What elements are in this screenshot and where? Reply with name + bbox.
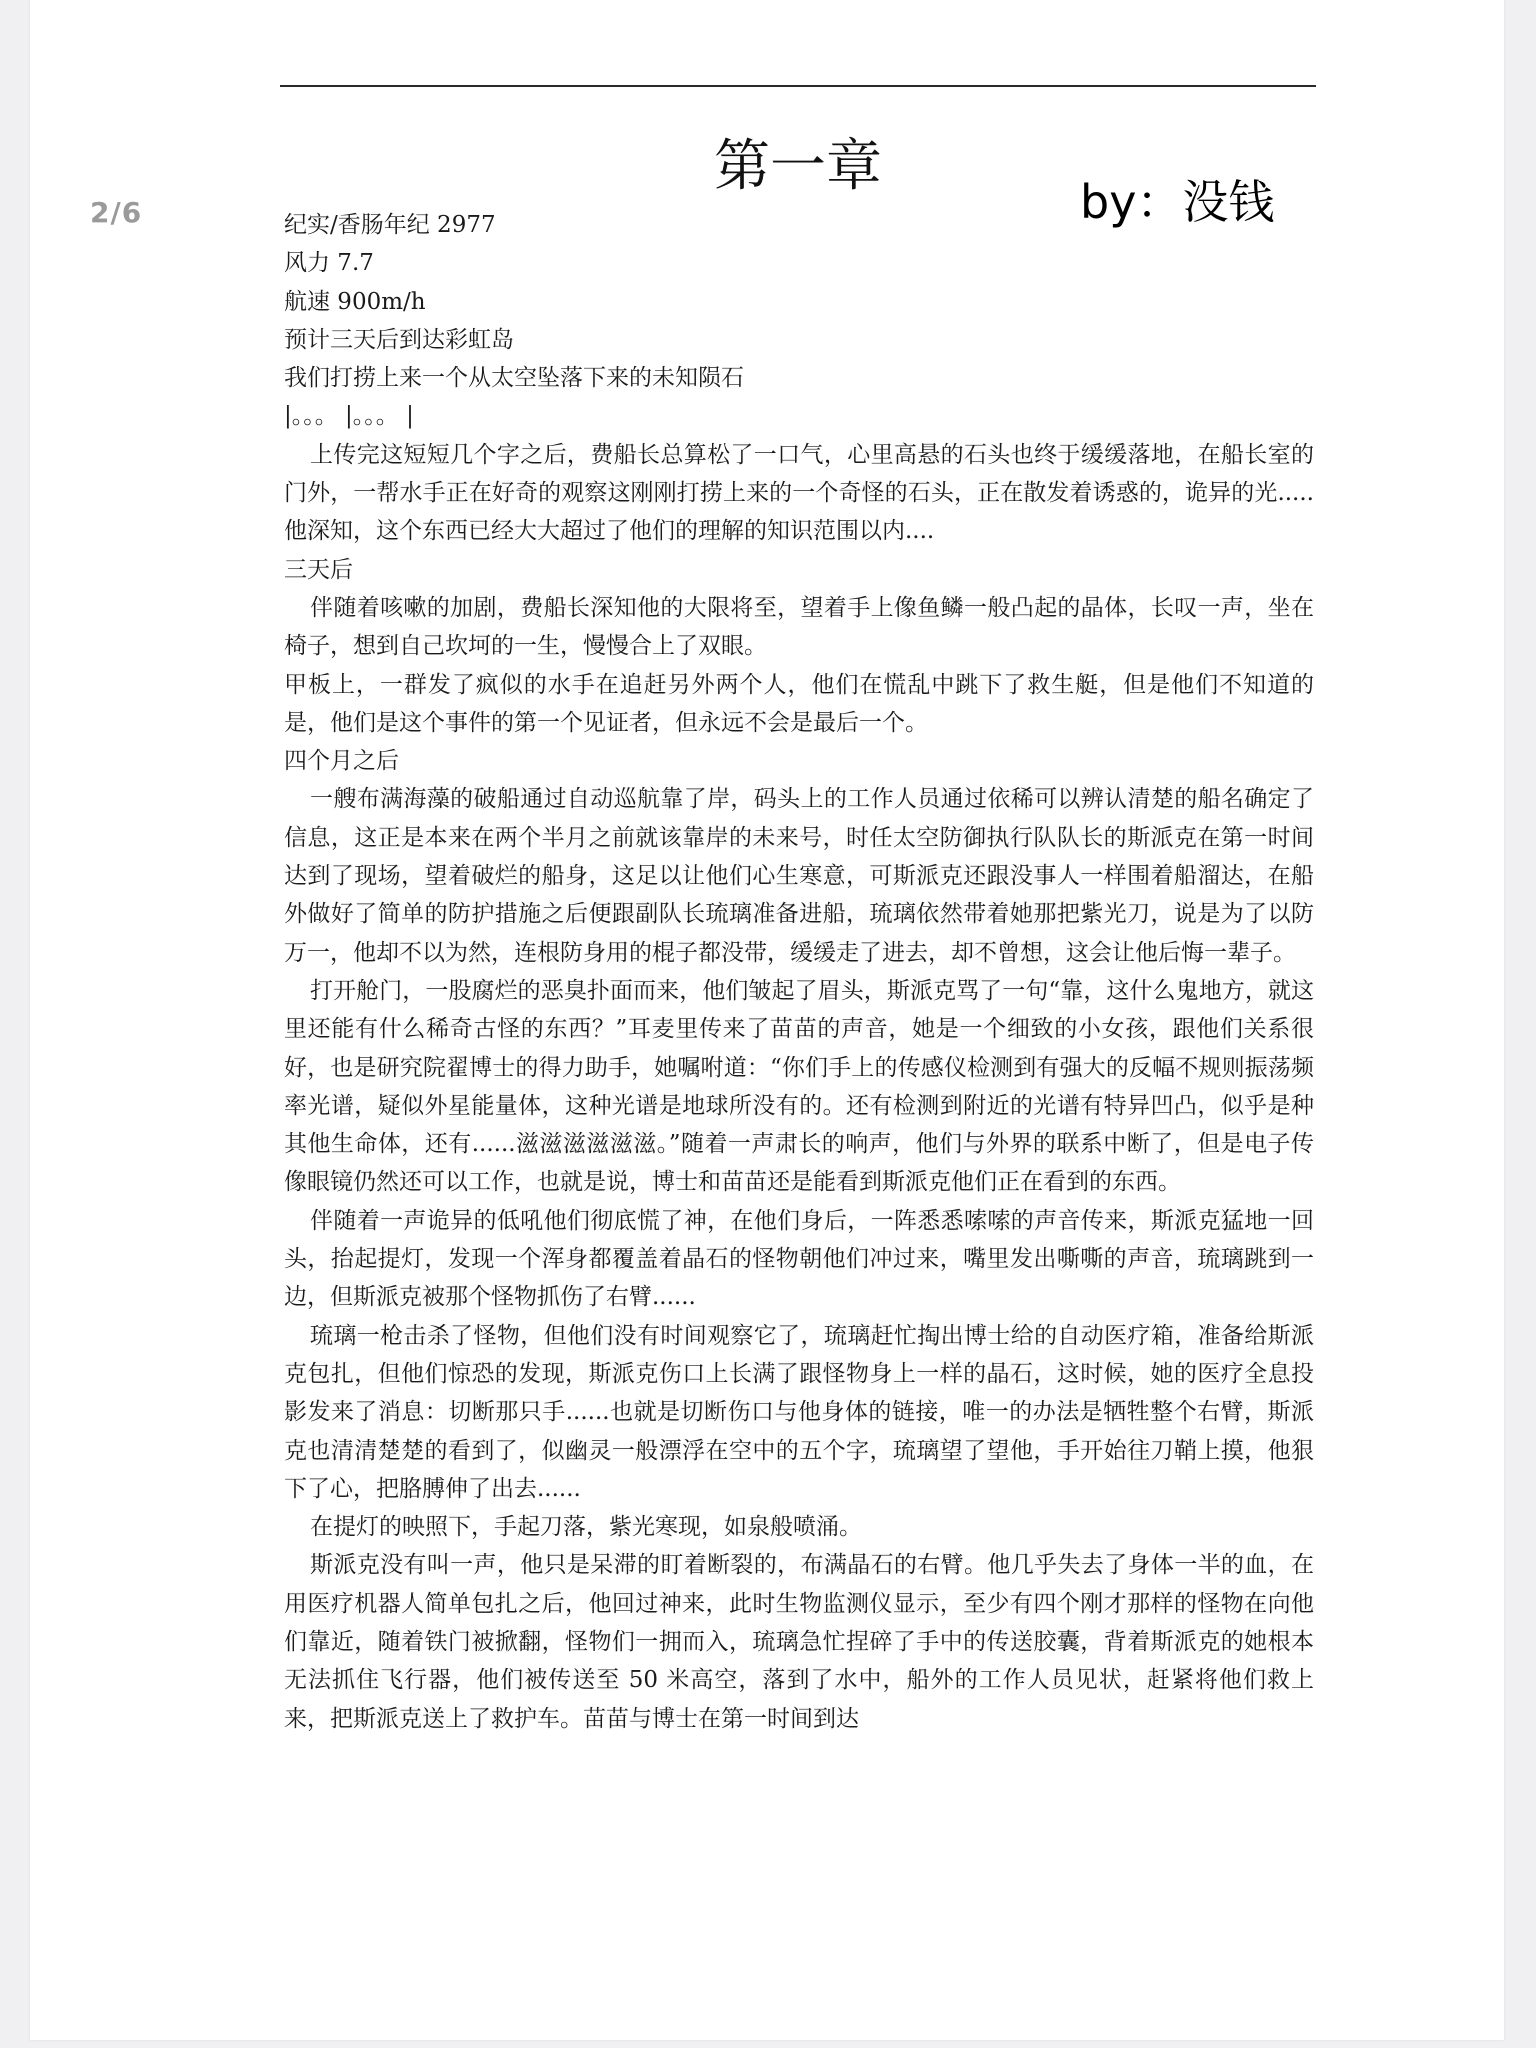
text-line: 我们打捞上来一个从太空坠落下来的未知陨石 [284, 365, 744, 392]
author-credit: by：没钱 [1080, 175, 1275, 229]
paragraph: 甲板上，一群发了疯似的水手在追赶另外两个人，他们在慌乱中跳下了救生艇，但是他们不知道的是，他们是这个事件的第一个见证者，但永远不会是最后一个。 [284, 671, 1314, 736]
paragraph: 打开舱门，一股腐烂的恶臭扑面而来，他们皱起了眉头，斯派克骂了一句“靠，这什么鬼地方，就这里还能有什么稀奇古怪的东西？”耳麦里传来了苗苗的声音，她是一个细致的小女孩，跟他们关系很好，也是研究院翟博士的得力助手，她嘱咐道：“你们手上的传感仪检测到有强大的反幅不规则振荡频率光谱，疑似外星能量体，这种光谱是地球所没有的。还有检测到附近的光谱有特异凹凸，似乎是种其他生命体，还有......滋滋滋滋滋滋。”随着一声肃长的响声，他们与外界的联系中断了，但是电子传像眼镜仍然还可以工作，也就是说，博士和苗苗还是能看到斯派克他们正在看到的东西。 [284, 977, 1314, 1196]
text-line: 预计三天后到达彩虹岛 [284, 326, 514, 353]
text-line: 航速 900m/h [284, 288, 426, 315]
section-heading: 四个月之后 [284, 748, 399, 775]
text-line: |。。。 |。。。 | [284, 403, 414, 430]
text-line: 风力 7.7 [284, 250, 374, 277]
section-heading: 三天后 [284, 556, 353, 583]
paragraph: 上传完这短短几个字之后，费船长总算松了一口气，心里高悬的石头也终于缓缓落地，在船长室的门外，一帮水手正在好奇的观察这刚刚打捞上来的一个奇怪的石头，正在散发着诱惑的，诡异的光.....他深知，这个东西已经大大超过了他们的理解的知识范围以内.... [284, 441, 1314, 545]
document-page [30, 0, 1504, 2040]
paragraph: 在提灯的映照下，手起刀落，紫光寒现，如泉般喷涌。 [310, 1514, 862, 1541]
text-line: 纪实/香肠年纪 2977 [284, 212, 496, 238]
paragraph: 斯派克没有叫一声，他只是呆滞的盯着断裂的，布满晶石的右臂。他几乎失去了身体一半的血，在用医疗机器人简单包扎之后，他回过神来，此时生物监测仪显示，至少有四个刚才那样的怪物在向他们靠近，随着铁门被掀翻，怪物们一拥而入，琉璃急忙捏碎了手中的传送胶囊，背着斯派克的她根本无法抓住飞行器，他们被传送至 50 米高空，落到了水中，船外的工作人员见状，赶紧将他们救上来，把斯派克送上了救护车。苗苗与博士在第一时间到达 [284, 1552, 1314, 1732]
paragraph: 伴随着咳嗽的加剧，费船长深知他的大限将至，望着手上像鱼鳞一般凸起的晶体，长叹一声，坐在椅子，想到自己坎坷的一生，慢慢合上了双眼。 [284, 594, 1314, 660]
chapter-title: 第一章 [714, 134, 882, 199]
paragraph: 琉璃一枪击杀了怪物，但他们没有时间观察它了，琉璃赶忙掏出博士给的自动医疗箱，准备给斯派克包扎，但他们惊恐的发现，斯派克伤口上长满了跟怪物身上一样的晶石，这时候，她的医疗全息投影发来了消息：切断那只手......也就是切断伤口与他身体的链接，唯一的办法是牺牲整个右臂，斯派克也清清楚楚的看到了，似幽灵一般漂浮在空中的五个字，琉璃望了望他，手开始往刀鞘上摸，他狠下了心，把胳膊伸了出去...... [284, 1322, 1314, 1502]
header-rule [280, 85, 1316, 87]
paragraph: 一艘布满海藻的破船通过自动巡航靠了岸，码头上的工作人员通过依稀可以辨认清楚的船名确定了信息，这正是本来在两个半月之前就该靠岸的未来号，时任太空防御执行队队长的斯派克在第一时间达到了现场，望着破烂的船身，这足以让他们心生寒意，可斯派克还跟没事人一样围着船溜达，在船外做好了简单的防护措施之后便跟副队长琉璃准备进船，琉璃依然带着她那把紫光刀，说是为了以防万一，他却不以为然，连根防身用的棍子都没带，缓缓走了进去，却不曾想，这会让他后悔一辈子。 [284, 786, 1314, 966]
paragraph: 伴随着一声诡异的低吼他们彻底慌了神，在他们身后，一阵悉悉嗦嗦的声音传来，斯派克猛地一回头，抬起提灯，发现一个浑身都覆盖着晶石的怪物朝他们冲过来，嘴里发出嘶嘶的声音，琉璃跳到一边，但斯派克被那个怪物抓伤了右臂...... [284, 1207, 1314, 1311]
page-indicator: 2/6 [90, 196, 143, 229]
document-body [284, 206, 1314, 1738]
